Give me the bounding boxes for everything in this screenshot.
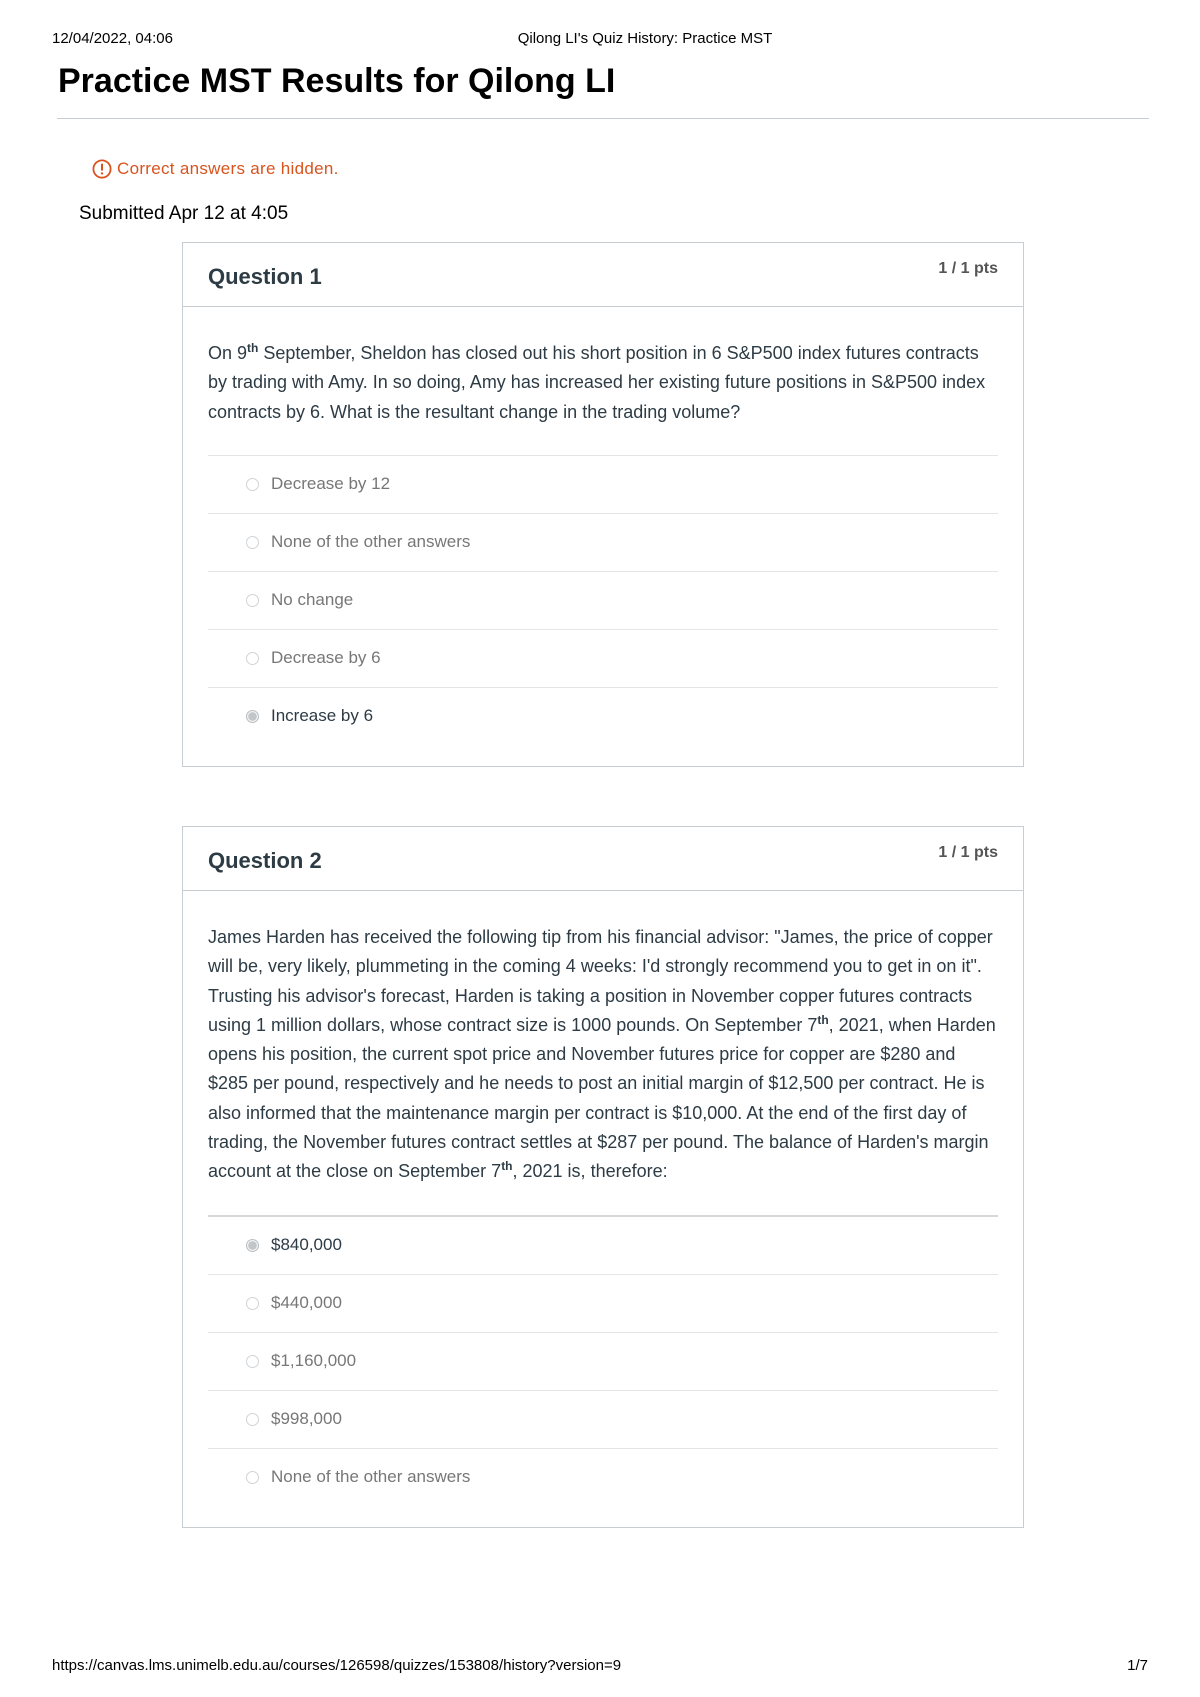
page-number: 1/7 [1127, 1657, 1148, 1674]
page-title: Practice MST Results for Qilong LI [58, 62, 616, 100]
answer-option[interactable] [208, 456, 998, 514]
question-header [183, 827, 1023, 891]
radio-button[interactable] [246, 1413, 259, 1426]
answer-label: None of the other answers [271, 532, 471, 552]
answer-option[interactable] [208, 630, 998, 688]
answer-label: No change [271, 590, 354, 610]
question-body [183, 307, 1023, 766]
exclamation-circle-icon [92, 159, 112, 179]
print-doc-title: Qilong LI's Quiz History: Practice MST [517, 30, 773, 47]
print-date: 12/04/2022, 04:06 [52, 30, 173, 47]
answer-option[interactable] [208, 1449, 998, 1506]
answer-option[interactable] [208, 1391, 998, 1449]
answer-label: None of the other answers [271, 1467, 471, 1487]
radio-button[interactable] [246, 594, 259, 607]
answer-label: Decrease by 6 [271, 648, 381, 668]
radio-button[interactable] [246, 1297, 259, 1310]
radio-button-selected[interactable] [246, 710, 259, 723]
correct-answers-hidden-alert [92, 159, 339, 179]
question-text: James Harden has received the following tip from his financial advisor: "James, the price of copper will be, very likely, plummeting in the coming 4 weeks: I'd strongly recommend you to get in on it". Trusting his advisor's forecast, Harden is taking a position in November copper futures contracts using 1 million dollars, whose contract size is 1000 pounds. On September 7th, 2021, when Harden opens his position, the current spot price and November futures price for copper are $280 and $285 per pound, respectively and he needs to post an initial margin of $12,500 per contract. He is also informed that the maintenance margin per contract is $10,000. At the end of the first day of trading, the November futures contract settles at $287 per pound. The balance of Harden's margin account at the close on September 7th, 2021 is, therefore: [208, 927, 996, 1182]
answer-option[interactable] [208, 514, 998, 572]
answer-option[interactable] [208, 1275, 998, 1333]
question-card-1 [182, 242, 1024, 767]
answer-label: Decrease by 12 [271, 474, 391, 494]
title-divider [57, 118, 1149, 119]
answer-option[interactable] [208, 572, 998, 630]
answer-label: $1,160,000 [271, 1351, 357, 1371]
radio-button[interactable] [246, 478, 259, 491]
question-title: Question 2 [208, 848, 322, 873]
question-points: 1 / 1 pts [938, 844, 998, 861]
question-header [183, 243, 1023, 307]
alert-text: Correct answers are hidden. [117, 159, 339, 178]
answer-option-selected[interactable] [208, 1217, 998, 1275]
question-text: On 9th September, Sheldon has closed out his short position in 6 S&P500 index futures contracts by trading with Amy. In so doing, Amy has increased her existing future positions in S&P500 index contracts by 6. What is the resultant change in the trading volume? [208, 341, 986, 422]
radio-button[interactable] [246, 536, 259, 549]
answer-label: $998,000 [271, 1409, 342, 1429]
answer-option-selected[interactable] [208, 688, 998, 745]
radio-button[interactable] [246, 1471, 259, 1484]
answer-label: $440,000 [271, 1293, 342, 1313]
question-card-2 [182, 826, 1024, 1528]
radio-button[interactable] [246, 1355, 259, 1368]
page-url: https://canvas.lms.unimelb.edu.au/courses/126598/quizzes/153808/history?version=9 [52, 1657, 622, 1674]
answer-label: Increase by 6 [271, 706, 374, 726]
question-title: Question 1 [208, 264, 322, 289]
submitted-timestamp: Submitted Apr 12 at 4:05 [79, 203, 289, 224]
answer-list [208, 1215, 998, 1506]
answer-label: $840,000 [271, 1235, 342, 1255]
answer-list [208, 455, 998, 745]
question-points: 1 / 1 pts [938, 260, 998, 277]
print-header [52, 30, 1148, 50]
question-body [183, 891, 1023, 1527]
radio-button[interactable] [246, 652, 259, 665]
radio-button-selected[interactable] [246, 1239, 259, 1252]
answer-option[interactable] [208, 1333, 998, 1391]
